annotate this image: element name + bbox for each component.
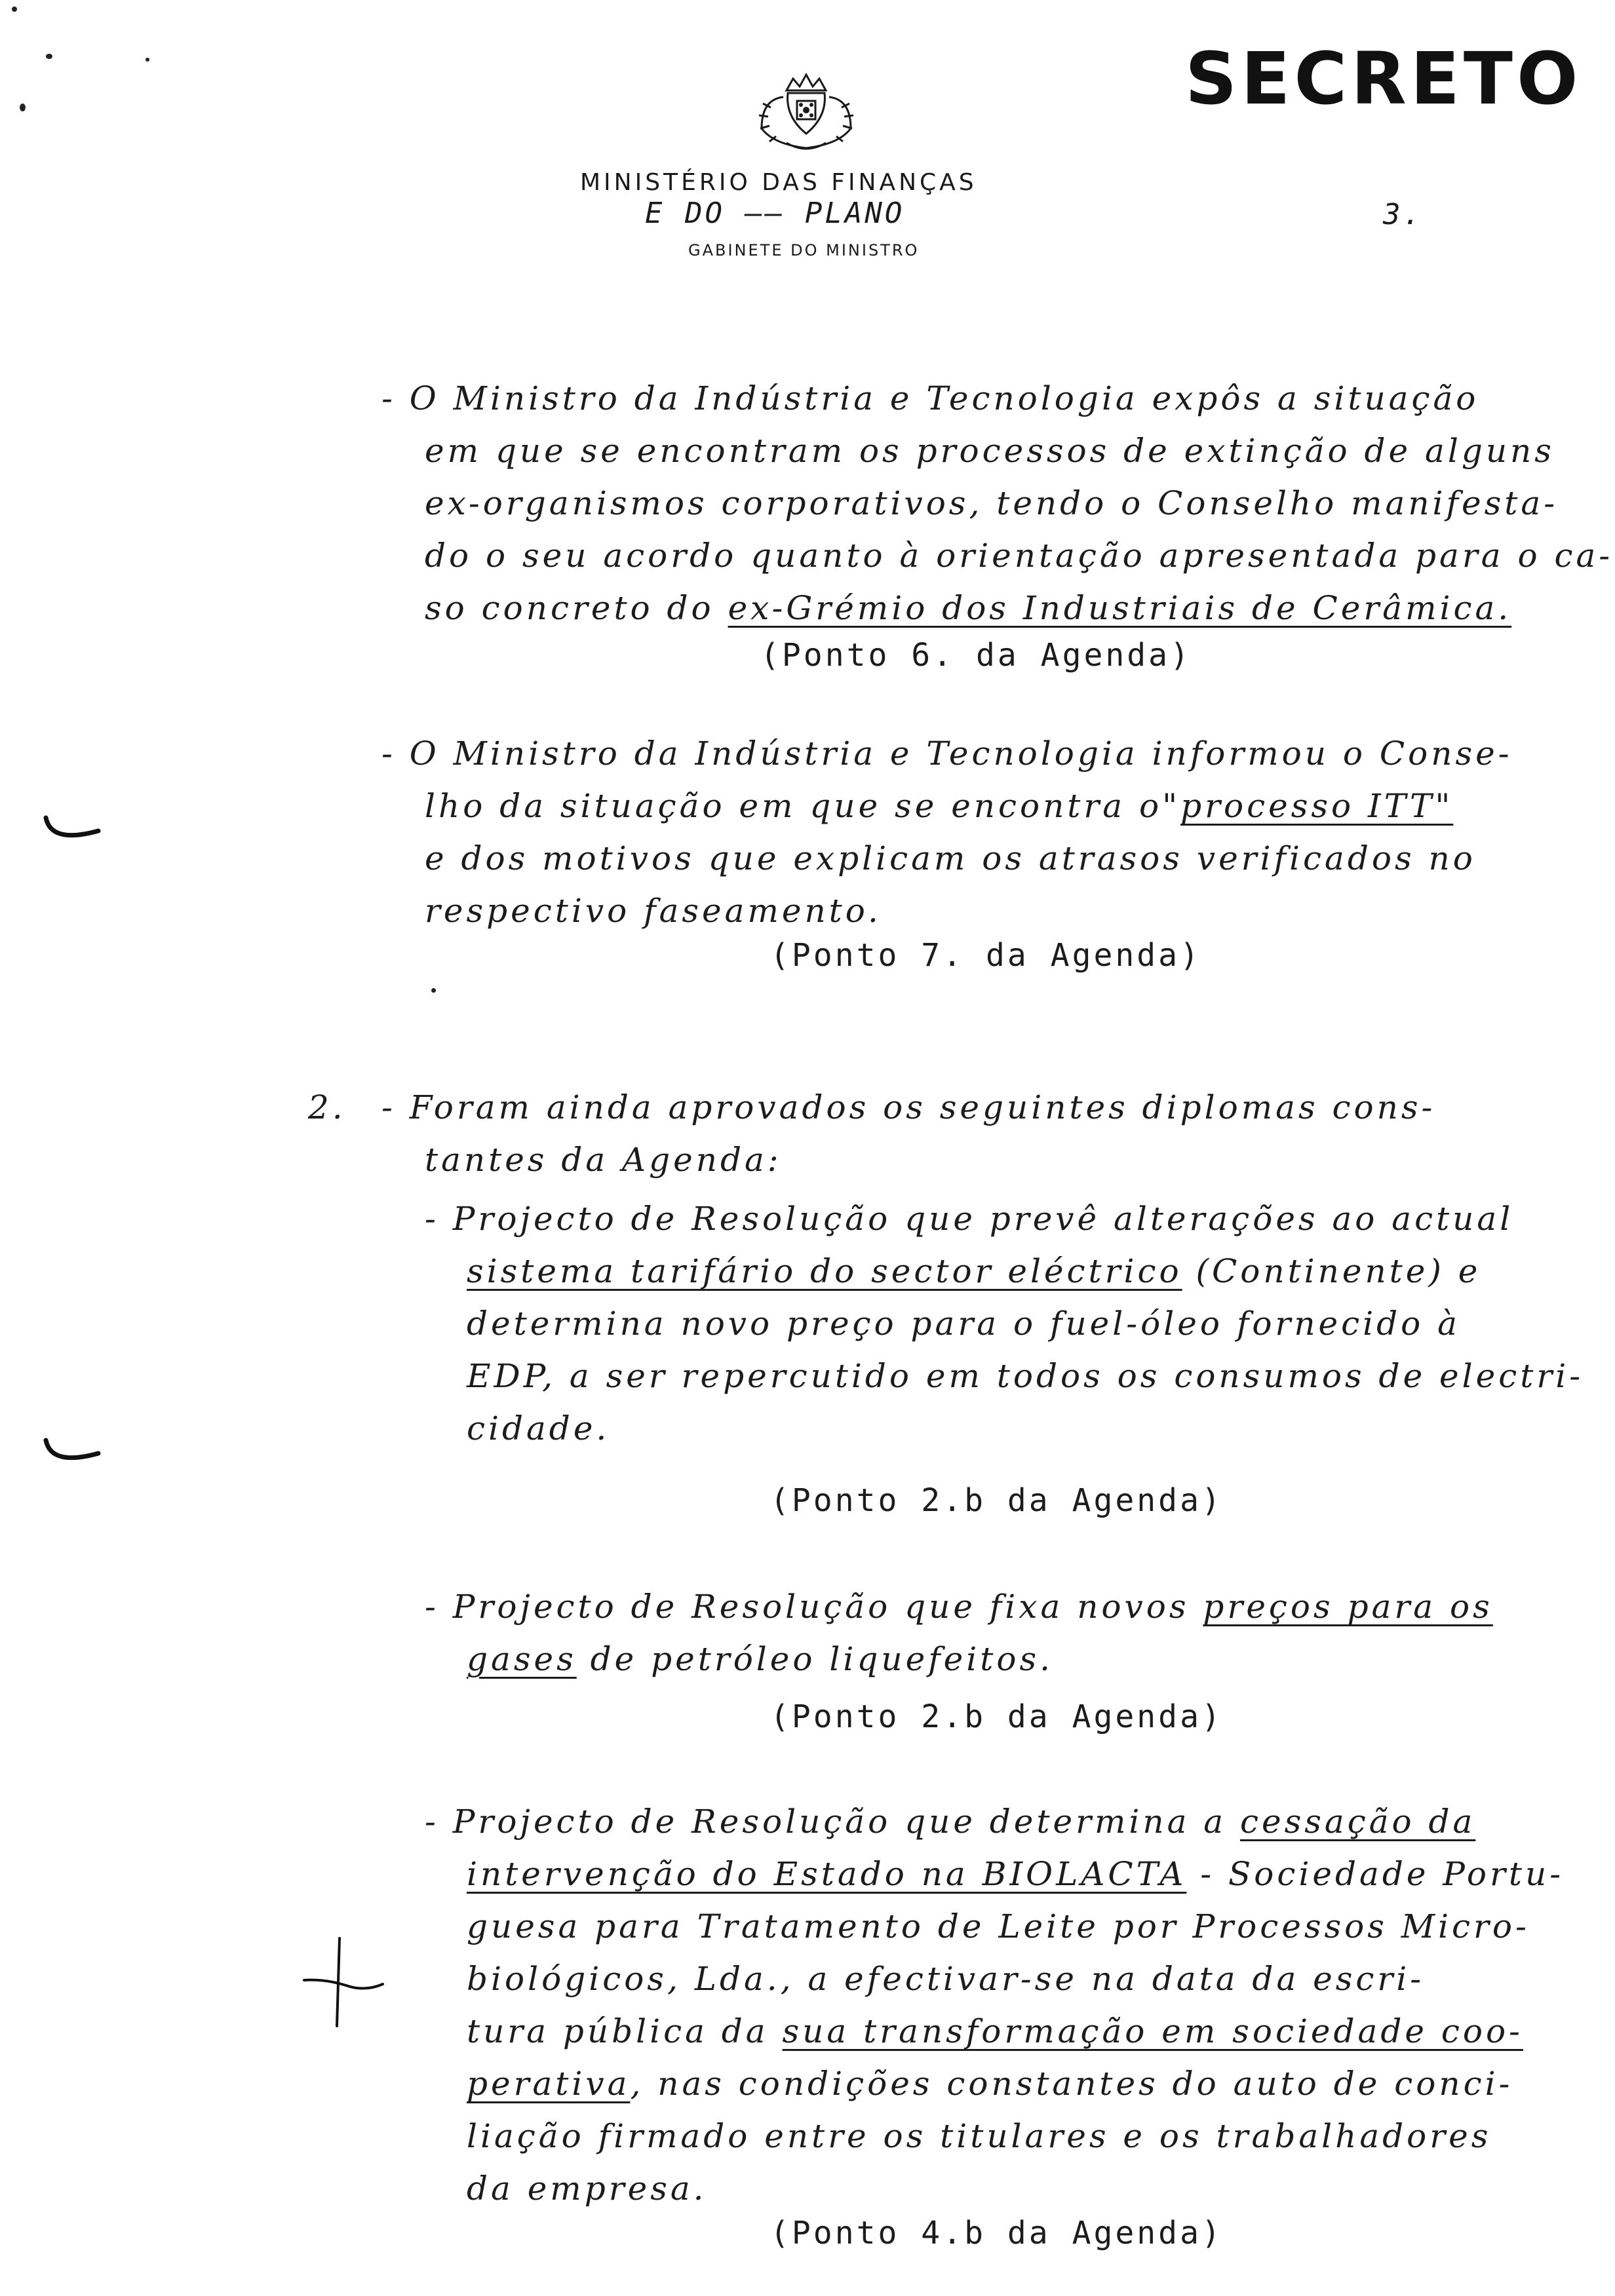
paragraph-line: - O Ministro da Indústria e Tecnologia informou o Conse-	[381, 735, 1513, 773]
underlined-text: processo ITT"	[1180, 787, 1454, 825]
agenda-reference: (Ponto 6. da Agenda)	[760, 637, 1192, 674]
underlined-text: perativa	[467, 2065, 631, 2103]
agenda-reference: (Ponto 7. da Agenda)	[770, 937, 1201, 974]
ink-speck	[12, 7, 17, 12]
paragraph-line	[467, 2005, 1523, 2057]
paragraph-line	[467, 1848, 1564, 1900]
classification-stamp: SECRETO	[1185, 37, 1582, 121]
ink-speck	[46, 54, 52, 59]
underlined-text: preços para os	[1203, 1588, 1493, 1626]
underlined-text: sistema tarifário do sector eléctrico	[467, 1252, 1182, 1290]
paragraph-line	[425, 582, 1511, 634]
paragraph-line	[467, 1245, 1481, 1297]
paragraph-text: , nas condições constantes do auto de conci-	[630, 2065, 1513, 2103]
paragraph-text: tura pública da	[467, 2012, 783, 2050]
margin-tick-mark	[39, 1435, 105, 1474]
page-number: 3.	[1383, 198, 1423, 231]
paragraph-line: e dos motivos que explicam os atrasos verificados no	[425, 839, 1476, 877]
section-number: 2.	[308, 1088, 346, 1126]
paragraph-line: liação firmado entre os titulares e os trabalhadores	[467, 2117, 1492, 2155]
underlined-text: ex-Grémio dos Industriais de Cerâmica.	[728, 589, 1512, 627]
paragraph-text: (Continente) e	[1182, 1252, 1481, 1290]
margin-cross-mark	[299, 1933, 391, 2031]
ink-speck	[20, 104, 26, 111]
paragraph-line: determina novo preço para o fuel-óleo fornecido à	[467, 1305, 1460, 1343]
paragraph-line	[425, 1795, 1475, 1848]
paragraph-line: respectivo faseamento.	[425, 892, 882, 930]
paragraph-line	[467, 1633, 1053, 1685]
paragraph-line: biológicos, Lda., a efectivar-se na data da escri-	[467, 1960, 1425, 1998]
paragraph-text: - Projecto de Resolução que determina a	[425, 1803, 1240, 1841]
paragraph-line: em que se encontram os processos de extinção de alguns	[425, 432, 1555, 470]
underlined-text: gases	[467, 1640, 577, 1678]
paragraph-text: so concreto do	[425, 589, 728, 627]
paragraph-text: - Projecto de Resolução que fixa novos	[425, 1588, 1203, 1626]
paragraph-text: de petróleo liquefeitos.	[576, 1640, 1054, 1678]
underlined-text: intervenção do Estado na BIOLACTA	[467, 1855, 1187, 1893]
paragraph-text: lho da situação em que se encontra o"	[425, 787, 1181, 825]
paragraph-line: ex-organismos corporativos, tendo o Conselho manifesta-	[425, 484, 1559, 522]
cabinet-label: GABINETE DO MINISTRO	[688, 241, 920, 259]
paragraph-line: EDP, a ser repercutido em todos os consumos de electri-	[467, 1357, 1584, 1395]
paragraph-line: guesa para Tratamento de Leite por Processos Micro-	[467, 1907, 1530, 1945]
underlined-text: sua transformação em sociedade coo-	[782, 2012, 1523, 2050]
paragraph-line: cidade.	[467, 1409, 610, 1447]
paragraph-line	[425, 1580, 1493, 1633]
paragraph-line	[425, 780, 1453, 832]
paragraph-line: da empresa.	[467, 2170, 707, 2208]
ink-speck	[431, 988, 436, 993]
paragraph-text: - Sociedade Portu-	[1186, 1855, 1565, 1893]
ink-speck	[146, 58, 149, 62]
paragraph-line: - O Ministro da Indústria e Tecnologia expôs a situação	[381, 379, 1479, 417]
agenda-reference: (Ponto 2.b da Agenda)	[770, 1482, 1223, 1519]
paragraph-line: - Foram ainda aprovados os seguintes diplomas cons-	[381, 1088, 1436, 1126]
ministry-subtitle: E DO —— PLANO	[645, 197, 905, 230]
paragraph-line: do o seu acordo quanto à orientação apresentada para o ca-	[425, 537, 1614, 575]
paragraph-line: tantes da Agenda:	[425, 1141, 782, 1179]
margin-tick-mark	[39, 813, 105, 852]
ministry-name: MINISTÉRIO DAS FINANÇAS	[580, 169, 977, 196]
coat-of-arms-seal	[747, 71, 865, 156]
agenda-reference: (Ponto 4.b da Agenda)	[770, 2215, 1223, 2251]
paragraph-line: - Projecto de Resolução que prevê alterações ao actual	[425, 1200, 1514, 1238]
underlined-text: cessação da	[1240, 1803, 1476, 1841]
paragraph-line	[467, 2057, 1513, 2110]
agenda-reference: (Ponto 2.b da Agenda)	[770, 1698, 1223, 1735]
